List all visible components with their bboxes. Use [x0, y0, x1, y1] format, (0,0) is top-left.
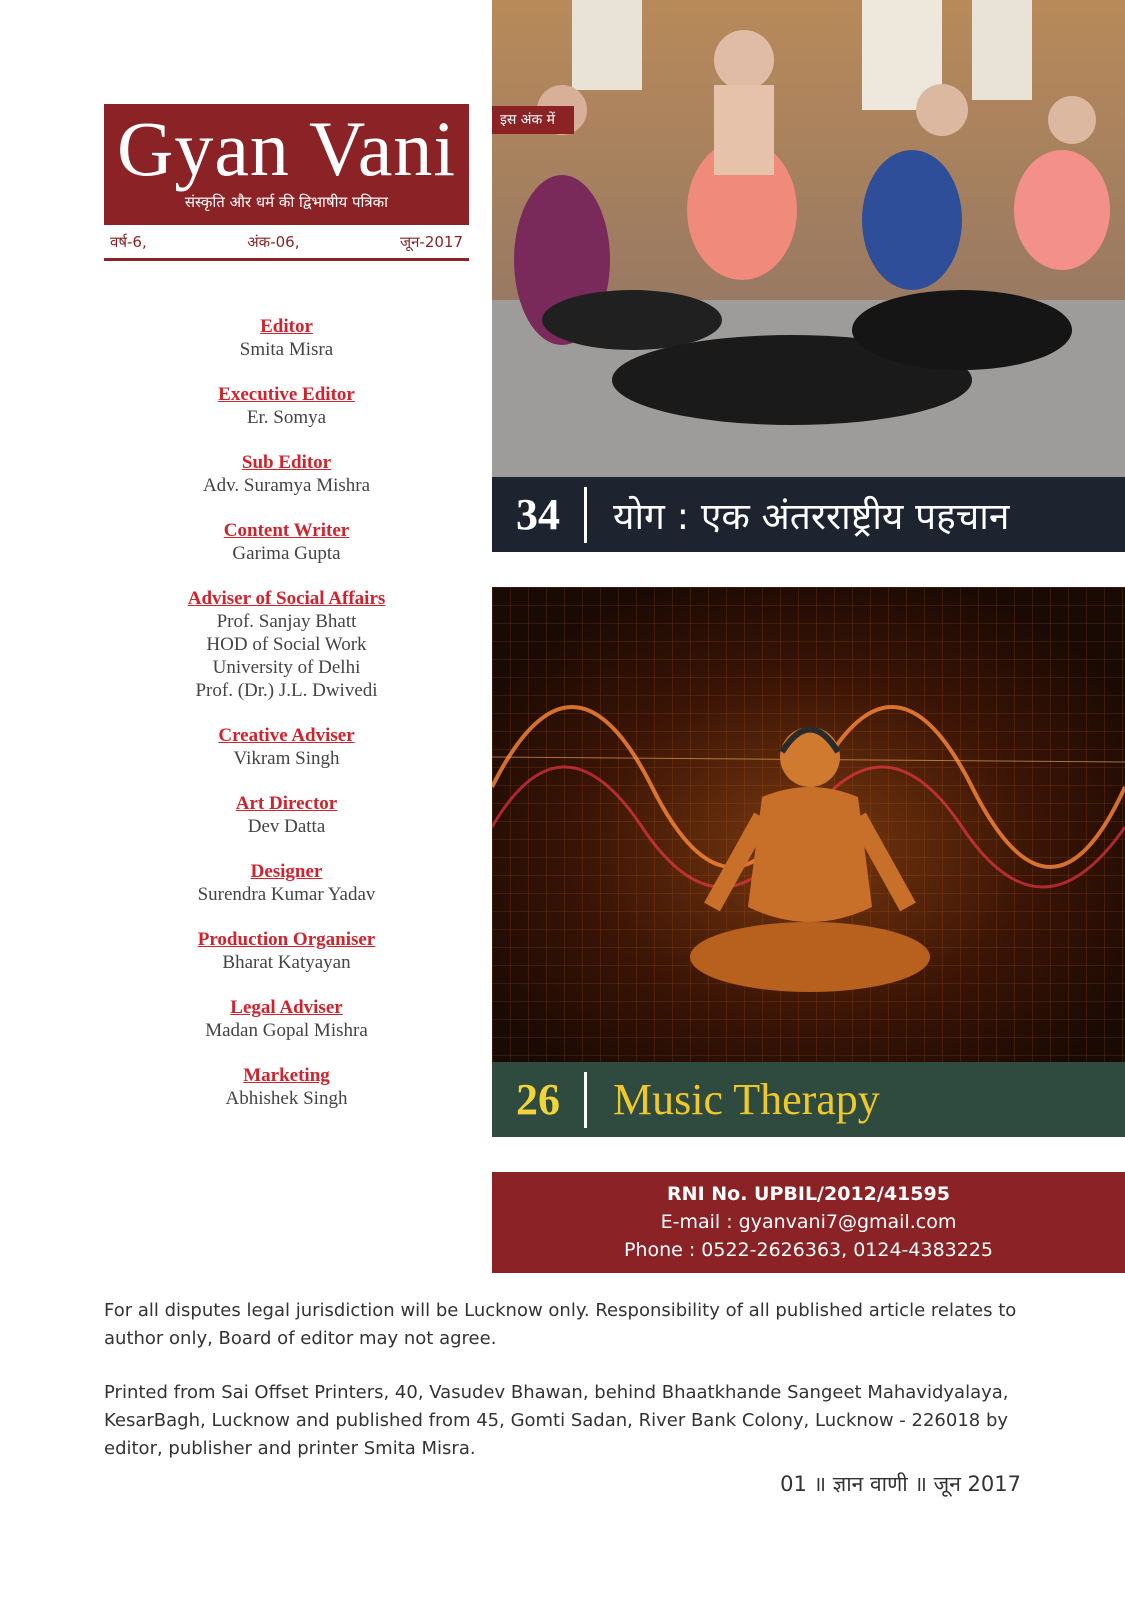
credit-role: Marketing — [243, 1065, 330, 1086]
credit-role: Legal Adviser — [230, 997, 343, 1018]
credit-role: Designer — [250, 861, 323, 882]
credit-name: Bharat Katyayan — [222, 952, 351, 973]
credit-name: University of Delhi — [212, 657, 361, 678]
credit-role: Production Organiser — [197, 929, 376, 950]
credit-block — [104, 451, 469, 497]
credit-block — [104, 996, 469, 1042]
page-footer: 01 ॥ ज्ञान वाणी ॥ जून 2017 — [780, 1472, 1021, 1496]
disclaimer: For all disputes legal jurisdiction will be Lucknow only. Responsibility of all published article relates to author only, Board of editor may not agree. — [104, 1300, 1017, 1349]
credit-block — [104, 1064, 469, 1110]
credit-name: Surendra Kumar Yadav — [197, 884, 376, 905]
credit-block — [104, 519, 469, 565]
story-page-number: 34 — [516, 490, 560, 539]
credit-name: Smita Misra — [239, 339, 334, 360]
footer-text — [104, 1297, 1022, 1489]
magazine-subtitle: संस्कृति और धर्म की द्विभाषीय पत्रिका — [184, 193, 389, 211]
credit-name: Adv. Suramya Mishra — [202, 475, 371, 496]
credit-block — [104, 587, 469, 702]
credit-role: Art Director — [235, 793, 338, 814]
credit-role: Creative Adviser — [218, 725, 355, 746]
divider — [584, 1072, 587, 1128]
email: E-mail : gyanvani7@gmail.com — [660, 1211, 957, 1233]
rni-number: RNI No. UPBIL/2012/41595 — [667, 1183, 950, 1205]
printer-info: Printed from Sai Offset Printers, 40, Vasudev Bhawan, behind Bhaatkhande Sangeet Mahavidyalaya, KesarBagh, Lucknow and published from 45, Gomti Sadan, River Bank Colony, Lucknow - 226018 by editor, publisher and printer Smita Misra. — [104, 1382, 1009, 1459]
credit-role: Executive Editor — [218, 384, 355, 405]
credit-name: Dev Datta — [247, 816, 326, 837]
music-therapy-image — [492, 587, 1125, 1062]
credit-name: HOD of Social Work — [206, 634, 367, 655]
music-therapy-photo — [492, 587, 1125, 1062]
editorial-credits — [104, 315, 469, 1132]
story-title: Music Therapy — [613, 1075, 880, 1124]
phone: Phone : 0522-2626363, 0124-4383225 — [623, 1239, 994, 1261]
credit-block — [104, 724, 469, 770]
issue-year: वर्ष-6, — [110, 233, 147, 251]
magazine-title: Gyan Vani — [116, 105, 456, 192]
credit-block — [104, 383, 469, 429]
credit-name: Abhishek Singh — [225, 1088, 348, 1109]
credit-name: Prof. (Dr.) J.L. Dwivedi — [195, 680, 378, 701]
divider — [584, 487, 587, 543]
credit-role: Content Writer — [223, 520, 350, 541]
in-this-issue-tag: इस अंक में — [492, 106, 574, 134]
credit-block — [104, 315, 469, 361]
credit-name: Madan Gopal Mishra — [205, 1020, 368, 1041]
credit-name: Er. Somya — [246, 407, 327, 428]
credit-name: Garima Gupta — [232, 543, 341, 564]
credit-name: Vikram Singh — [233, 748, 340, 769]
credit-block — [104, 792, 469, 838]
credit-name: Prof. Sanjay Bhatt — [216, 611, 357, 632]
story-banner-yoga — [492, 477, 1125, 552]
issue-line — [104, 232, 469, 261]
credit-block — [104, 860, 469, 906]
credit-role: Editor — [260, 316, 313, 337]
story-page-number: 26 — [516, 1075, 560, 1124]
yoga-photo — [492, 0, 1125, 477]
issue-date: जून-2017 — [399, 233, 463, 251]
story-title: योग : एक अंतरराष्ट्रीय पहचान — [613, 495, 1010, 538]
issue-number: अंक-06, — [247, 233, 300, 251]
story-banner-music — [492, 1062, 1125, 1137]
credit-block — [104, 928, 469, 974]
credit-role: Sub Editor — [241, 452, 332, 473]
yoga-class-image — [492, 0, 1125, 477]
masthead — [104, 104, 469, 225]
credit-role: Adviser of Social Affairs — [187, 588, 386, 609]
contact-box — [492, 1172, 1125, 1273]
